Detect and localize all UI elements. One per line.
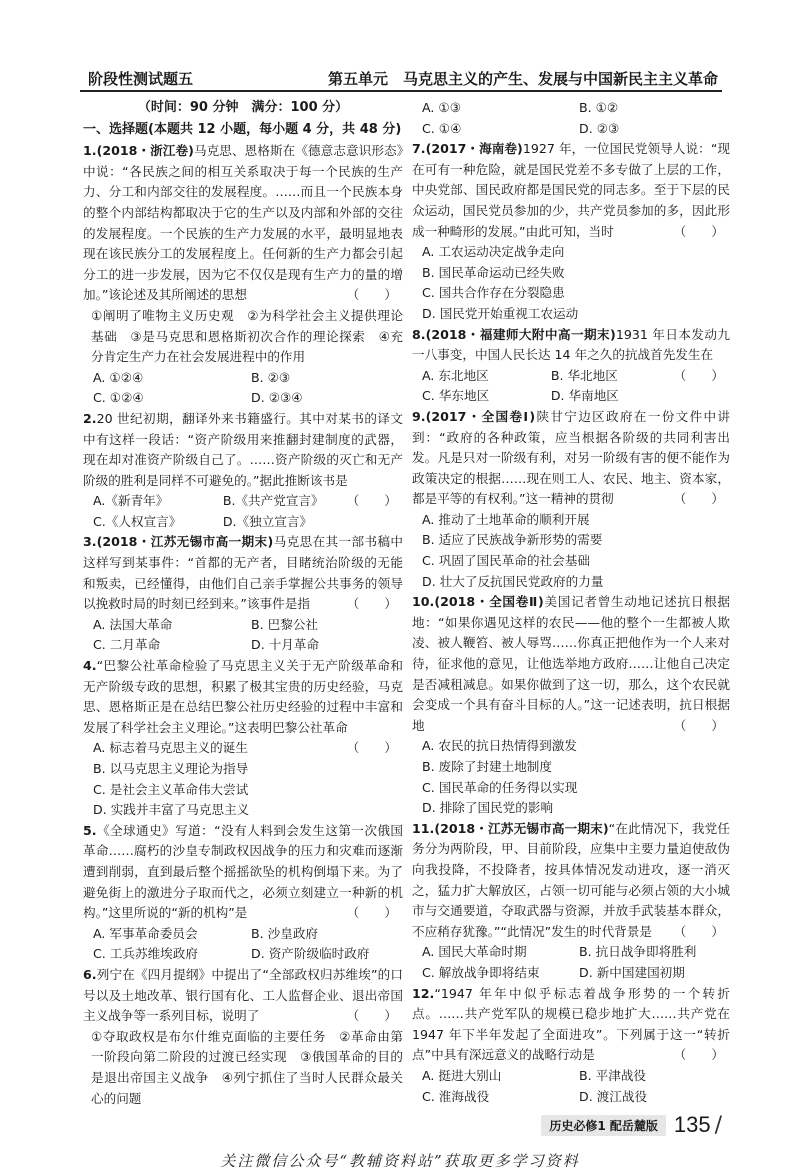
answer-option: B. ②③ — [251, 369, 291, 385]
page-footer — [541, 1114, 722, 1136]
answer-blank: （ ） — [346, 493, 397, 509]
question-block — [83, 141, 403, 409]
options-grid — [412, 366, 674, 407]
question-number: 2. — [83, 410, 97, 426]
page-number: 135 — [673, 1112, 711, 1137]
options-grid — [412, 736, 730, 818]
options-grid — [412, 98, 730, 139]
answer-option: B. 巴黎公社 — [251, 616, 319, 632]
page-slash: / — [714, 1112, 722, 1138]
question-number: 12. — [412, 985, 435, 1001]
answer-option: C.《人权宣言》 — [93, 513, 182, 529]
answer-option: C. ①②④ — [93, 390, 144, 406]
answer-blank: （ ） — [346, 740, 397, 756]
answer-blank: （ ） — [346, 287, 397, 303]
answer-blank: （ ） — [346, 905, 397, 921]
question-stem — [83, 141, 403, 306]
answer-option: A. 军事革命委员会 — [93, 925, 198, 941]
answer-option: D. 资产阶级临时政府 — [251, 946, 370, 962]
question-text: 陕甘宁边区政府在一份文件中讲到：“政府的各种政策，应当根据各阶级的共同利害出发。凡是只对一阶级有利，对另一阶级有害的便不能作为政策决定的根据……现在则工人、农民、地主、资本家，都是平等的有权利。”这一精神的贯彻 — [412, 408, 731, 507]
options-grid — [412, 1066, 730, 1107]
section-title: 一、选择题(本题共 12 小题，每小题 4 分，共 48 分) — [83, 121, 402, 137]
question-text: 20 世纪初期，翻译外来书籍盛行。其中对某书的译文中有这样一段话：“资产阶级用来推翻封建制度的武器，现在却对准资产阶级自己了。……资产阶级的灭亡和无产阶级的胜利是同样不可避免的。”据此推断该书是 — [83, 410, 403, 488]
answer-option: C. 是社会主义革命伟大尝试 — [93, 781, 249, 797]
question-stem — [412, 984, 730, 1066]
answer-option: D. 新中国建国初期 — [579, 964, 685, 980]
options-grid — [83, 368, 403, 409]
options-grid — [412, 242, 730, 324]
statement-list: ①阐明了唯物主义历史观 ②为科学社会主义提供理论基础 ③是马克思和恩格斯初次合作的理论探索 ④充分肯定生产力在社会发展进程中的作用 — [91, 307, 403, 365]
answer-option: D. 十月革命 — [251, 637, 320, 653]
answer-option: B. 废除了封建土地制度 — [422, 759, 552, 774]
book-tag: 历史必修1 配岳麓版 — [541, 1115, 666, 1136]
answer-blank: （ ） — [673, 923, 724, 939]
question-source: (2017・海南卷) — [425, 141, 523, 157]
question-block — [83, 656, 403, 821]
options-grid — [83, 491, 347, 532]
answer-option: D. 渡江战役 — [579, 1088, 648, 1104]
question-number: 1. — [83, 143, 97, 159]
question-stem — [83, 821, 403, 924]
question-block — [83, 965, 403, 1109]
answer-option: A. ①③ — [422, 100, 461, 115]
question-number: 9. — [412, 408, 426, 424]
question-block — [412, 139, 730, 324]
answer-blank: （ ） — [673, 491, 724, 507]
answer-option: A. 标志着马克思主义的诞生 — [93, 740, 248, 756]
question-number: 11. — [412, 820, 435, 836]
watermark-text: 关注微信公众号“教辅资料站”获取更多学习资料 — [220, 1152, 580, 1170]
question-source: (2018・江苏无锡市高一期末) — [434, 820, 609, 836]
question-block — [412, 325, 730, 407]
answer-option: D. 华南地区 — [550, 388, 619, 404]
statement-list: ①夺取政权是布尔什维克面临的主要任务 ②革命由第一阶段向第二阶段的过渡已经实现 ③俄国革命的目的是退出帝国主义战争 ④列宁抓住了当时人民群众最关心的问题 — [91, 1028, 403, 1106]
answer-option: D. ②③④ — [251, 390, 303, 406]
options-grid — [412, 510, 730, 592]
question-text: 1927 年，一位国民党领导人说：“现在可有一种危险，就是国民党差不多专做了上层的工作，中央党部、国民政府都是国民党的同志多。至于下层的民众运动，国民党员参加的少，共产党员参加的多，因此形成一种畸形的发展。”由此可知，当时 — [412, 141, 731, 239]
answer-option: B. 华北地区 — [550, 367, 618, 383]
question-source: (2018・江苏无锡市高一期末) — [96, 534, 274, 550]
answer-option: D. 国民党开始重视工农运动 — [422, 305, 579, 321]
answer-option: A. 挺进大别山 — [422, 1067, 502, 1083]
answer-option: A. 法国大革命 — [93, 616, 173, 632]
answer-option: B. 沙皇政府 — [251, 925, 319, 941]
question-block — [412, 984, 730, 1108]
options-grid — [83, 738, 347, 820]
unit-title: 第五单元 马克思主义的产生、发展与中国新民主主义革命 — [327, 70, 718, 88]
question-stem — [412, 592, 730, 736]
question-stem — [412, 139, 730, 242]
answer-option: A.《新青年》 — [93, 493, 169, 509]
question-stem — [412, 407, 730, 510]
question-number: 10. — [412, 594, 435, 610]
answer-option: D. 实践并丰富了马克思主义 — [93, 802, 250, 818]
answer-option: C. 国共合作存在分裂隐患 — [422, 285, 565, 301]
question-text: 马克思、恩格斯在《德意志意识形态》中说：“各民族之间的相互关系取决于每一个民族的生产力、分工和内部交往的发展程度。……而且一个民族本身的整个内部结构都取决于它的生产以及内部和外部的交往的发展程度。一个民族的生产力发展的水平，最明显地表现在该民族分工的发展程度上。任何新的生产力都会引起分工的进一步发展，因为它不仅仅是现有生产力的量的增加。”该论述及其所阐述的思想 — [83, 143, 404, 303]
answer-blank: （ ） — [673, 717, 724, 733]
right-column — [412, 98, 730, 1107]
question-stem — [83, 965, 403, 1027]
answer-option: C. 华东地区 — [422, 388, 490, 404]
answer-option: C. 淮海战役 — [422, 1088, 490, 1104]
answer-option: A. 工农运动决定战争走向 — [422, 244, 565, 260]
answer-option: C. ①④ — [422, 120, 462, 136]
test-title: 阶段性测试题五 — [88, 70, 194, 88]
answer-option: D. ②③ — [579, 120, 620, 136]
question-number: 7. — [412, 141, 426, 157]
answer-option: B. ①② — [579, 100, 619, 115]
answer-option: B. 适应了民族战争新形势的需要 — [422, 532, 603, 548]
question-number: 3. — [83, 534, 97, 550]
header-divider — [80, 90, 722, 92]
question-stem — [412, 819, 730, 943]
answer-blank: （ ） — [673, 223, 724, 239]
answer-option: B. 平津战役 — [579, 1067, 647, 1083]
answer-option: D. 排除了国民党的影响 — [422, 800, 554, 816]
question-text: 美国记者曾生动地记述抗日根据地：“如果你遇见这样的农民——他的整个一生都被人欺凌、被人鞭笞、被人辱骂……你真正把他作为一个人来对待，征求他的意见，让他选举地方政府……让他自己决定是否减租减息。如果你做到了这一切，那么，这个农民就会变成一个具有奋斗目标的人。”这一记述表明，抗日根据地 — [412, 594, 731, 733]
question-text: “巴黎公社革命检验了马克思主义关于无产阶级革命和无产阶级专政的思想，积累了极其宝贵的历史经验，马克思、恩格斯正是在总结巴黎公社历史经验的过程中丰富和发展了科学社会主义理论。”这表明巴黎公社革命 — [83, 658, 403, 735]
answer-option: A. 推动了土地革命的顺利开展 — [422, 511, 590, 527]
answer-option: A. ①②④ — [93, 369, 144, 385]
answer-option: B. 以马克思主义理论为指导 — [93, 761, 249, 776]
time-info: （时间：90 分钟 满分：100 分） — [137, 100, 349, 115]
options-grid — [412, 942, 730, 983]
answer-blank: （ ） — [346, 1008, 397, 1024]
question-number: 5. — [83, 822, 97, 838]
question-block — [83, 821, 403, 965]
question-source: (2018・浙江卷) — [96, 143, 194, 159]
question-source: (2018・福建师大附中高一期末) — [425, 326, 616, 342]
answer-option: D.《独立宣言》 — [222, 513, 313, 529]
answer-option: B. 国民革命运动已经失败 — [422, 264, 565, 280]
answer-option: A. 东北地区 — [422, 367, 489, 383]
question-block — [83, 409, 403, 533]
left-column — [83, 98, 403, 1109]
answer-blank: （ ） — [673, 367, 724, 383]
answer-option: C. 二月革命 — [93, 637, 161, 653]
question-block — [412, 98, 730, 139]
answer-option: C. 解放战争即将结束 — [422, 964, 540, 980]
answer-option: C. 国民革命的任务得以实现 — [422, 779, 578, 795]
question-source: (2018・全国卷Ⅱ) — [434, 594, 544, 610]
question-block — [412, 819, 730, 984]
question-text: 马克思在其一部书稿中这样写到某事件：“首都的无产者，目睹统治阶级的无能和叛卖，已经懂得，由他们自己亲手掌握公共事务的领导以挽救时局的时刻已经到来。”该事件是指 — [83, 534, 404, 612]
options-grid — [83, 924, 403, 965]
question-block — [412, 407, 730, 592]
answer-option: A. 农民的抗日热情得到激发 — [422, 738, 577, 754]
question-block — [412, 592, 730, 819]
answer-option: A. 国民大革命时期 — [422, 944, 527, 960]
answer-blank: （ ） — [346, 596, 397, 612]
answer-blank: （ ） — [673, 1047, 724, 1063]
question-text: “1947 年年中似乎标志着战争形势的一个转折点。……共产党军队的规模已稳步地扩大……共产党在 1947 年下半年发起了全面进攻”。下列属于这一“转折点”中具有深远意义的战略行动是 — [412, 985, 730, 1063]
question-source: (2017・全国卷Ⅰ) — [425, 408, 536, 424]
question-number: 6. — [83, 966, 97, 982]
answer-option: D. 壮大了反抗国民党政府的力量 — [422, 573, 604, 589]
question-text: 列宁在《四月提纲》中提出了“全部政权归苏维埃”的口号以及土地改革、银行国有化、工人监督企业、退出帝国主义战争等一系列目标，说明了 — [83, 966, 403, 1024]
question-number: 8. — [412, 326, 426, 342]
answer-option: B.《共产党宣言》 — [222, 493, 324, 509]
question-stem — [83, 532, 403, 614]
question-text: 1931 年日本发动九一八事变，中国人民长达 14 年之久的抗战首先发生在 — [412, 326, 731, 363]
question-block — [83, 532, 403, 656]
question-number: 4. — [83, 658, 97, 674]
answer-option: B. 抗日战争即将胜利 — [579, 944, 697, 960]
page-header — [0, 0, 800, 96]
question-text: “在此情况下，我党任务分为两阶段，甲、目前阶段，应集中主要力量迫使敌伪向我投降，不投降者，按具体情况发动进攻，逐一消灭之，猛力扩大解放区，占领一切可能与必须占领的大小城市与交通要道，夺取武器与资源，并放手武装基本群众，不应稍存犹豫。”“此情况”发生的时代背景是 — [412, 820, 730, 939]
options-grid — [83, 615, 403, 656]
answer-option: C. 工兵苏维埃政府 — [93, 946, 198, 962]
answer-option: C. 巩固了国民革命的社会基础 — [422, 553, 590, 569]
question-text: 《全球通史》写道：“没有人料到会发生这第一次俄国革命……腐朽的沙皇专制政权因战争的压力和灾难而逐渐遭到削弱，直到最后整个摇摇欲坠的机构倒塌下来。为了避免街上的激进分子取而代之，必须立刻建立一种新的机构。”这里所说的“新的机构”是 — [83, 822, 403, 921]
